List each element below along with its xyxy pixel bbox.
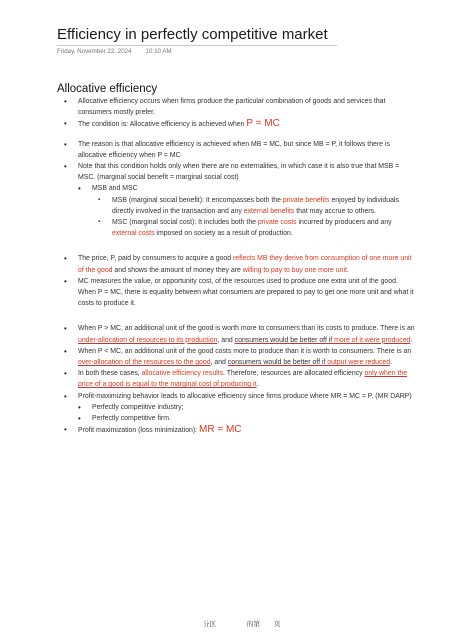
- section-heading: Allocative efficiency: [57, 83, 158, 95]
- list-item: ▪ MSB (marginal social benefit): It encompasses both the private benefits enjoyed by individuals directly involved in the transaction and any external benefits that may accrue to others.: [98, 195, 416, 217]
- list-item: • In both these cases, allocative efficiency results. Therefore, resources are allocated efficiency only when the price of a good is equal to the marginal cost of producing it.: [64, 368, 416, 390]
- list-item: • The condition is: Allocative efficiency is achieved when P = MC: [64, 118, 416, 130]
- page-title: Efficiency in perfectly competitive market: [57, 26, 328, 43]
- list-item: • When P < MC, an additional unit of the good costs more to produce than it is worth to consumers. There is an over-allocation of the resources to the good, and consumers would be better off if output were reduced.: [64, 346, 416, 368]
- highlight: MR = MC: [199, 424, 242, 436]
- list-item: • The reason is that allocative efficiency is achieved when MB = MC, but since MB = P, it follows there is allocative efficiency when P = MC: [64, 139, 416, 161]
- list-item: • When P > MC, an additional unit of the good is worth more to consumers than its costs to produce. There is an under-allocation of resources to its production, and consumers would be better off if more of it were produced.: [64, 323, 416, 345]
- list-item: ▪ MSC (marginal social cost): It includes both the private costs incurred by producers and any external costs imposed on society as a result of production.: [98, 217, 416, 239]
- note-body[interactable]: [64, 96, 416, 436]
- list-item: • The price, P, paid by consumers to acquire a good reflects MB they derive from consumption of one more unit of the good and shows the amount of money they are willing to pay to buy one more unit.: [64, 253, 416, 275]
- list-item: • Note that this condition holds only when there are no externalities, in which case it is also true that MSB = MSC. (marginal social benefit = marginal social cost): [64, 161, 416, 183]
- title-divider: [57, 45, 337, 46]
- footer-section: 分区: [203, 621, 216, 628]
- highlight: P = MC: [246, 118, 280, 130]
- page-date: Friday, November 22, 2024: [57, 48, 132, 55]
- page-meta: [57, 48, 172, 55]
- list-item: • MC measures the value, or opportunity cost, of the resources used to produce one extra unit of the good. When P = MC, there is equality between what consumers are prepared to pay to get one more unit and what it costs to produce it.: [64, 276, 416, 310]
- footer-page-of: 的第: [247, 621, 260, 628]
- list-item: • Allocative efficiency occurs when firms produce the particular combination of goods and services that consumers mostly prefer.: [64, 96, 416, 118]
- list-item: • Perfectly competitive industry;: [78, 402, 416, 413]
- list-item: • Profit-maximizing behavior leads to allocative efficiency since firms produce where MR = MC = P. (MR DARP): [64, 391, 416, 402]
- page-time: 10:10 AM: [145, 48, 172, 55]
- list-item: • MSB and MSC: [78, 183, 416, 194]
- list-item: • Perfectly competitive firm.: [78, 413, 416, 424]
- list-item: • Profit maximization (loss minimization): MR = MC: [64, 424, 416, 436]
- footer-page: 页: [274, 621, 281, 628]
